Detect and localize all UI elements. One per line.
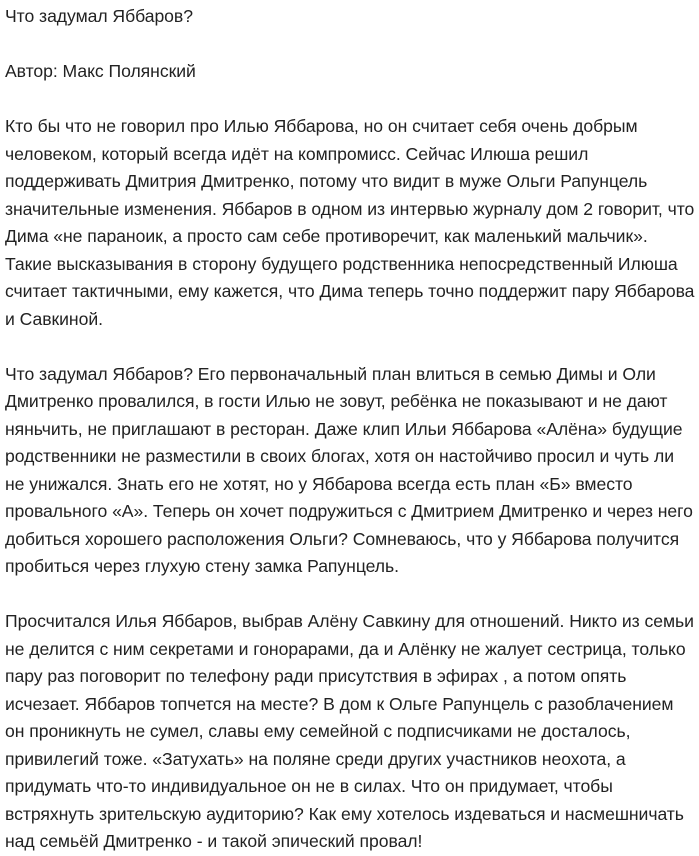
article-paragraph-1: Кто бы что не говорил про Илью Яббарова, но он считает себя очень добрым человеком, который всегда идёт на компромисс. Сейчас Илюша решил поддерживать Дмитрия Дмитренко, потому что видит в муже Ольги Рапунцель значительные изменения. Яббаров в одном из интервью журналу дом 2 говорит, что Дима «не параноик, а просто сам себе противоречит, как маленький мальчик». Такие высказывания в сторону будущего родственника непосредственный Илюша считает тактичными, ему кажется, что Дима теперь точно поддержит пару Яббарова и Савкиной. <box>5 116 695 329</box>
article-author: Автор: Макс Полянский <box>5 61 196 81</box>
article-title: Что задумал Яббаров? <box>5 6 193 26</box>
article-paragraph-3: Просчитался Илья Яббаров, выбрав Алёну Савкину для отношений. Никто из семьи не делится с ним секретами и гонорарами, да и Алёнку не жалует сестрица, только пару раз поговорит по телефону ради присутствия в эфирах , а потом опять исчезает. Яббаров топчется на месте? В дом к Ольге Рапунцель с разоблачением он проникнуть не сумел, славы ему семейной с подписчиками не досталось, привилегий тоже. «Затухать» на поляне среди других участников неохота, а придумать что-то индивидуальное он не в силах. Что он придумает, чтобы встряхнуть зрительскую аудиторию? Как ему хотелось издеваться и насмешничать над семьёй Дмитренко - и такой эпический провал! <box>5 611 694 851</box>
article-paragraph-2: Что задумал Яббаров? Его первоначальный план влиться в семью Димы и Оли Дмитренко провалился, в гости Илью не зовут, ребёнка не показывают и не дают няньчить, не приглашают в ресторан. Даже клип Ильи Яббарова «Алёна» будущие родственники не разместили в своих блогах, хотя он настойчиво просил и чуть ли не унижался. Знать его не хотят, но у Яббарова всегда есть план «Б» вместо провального «А». Теперь он хочет подружиться с Дмитрием Дмитренко и через него добиться хорошего расположения Ольги? Сомневаюсь, что у Яббарова получится пробиться через глухую стену замка Рапунцель. <box>5 363 693 576</box>
